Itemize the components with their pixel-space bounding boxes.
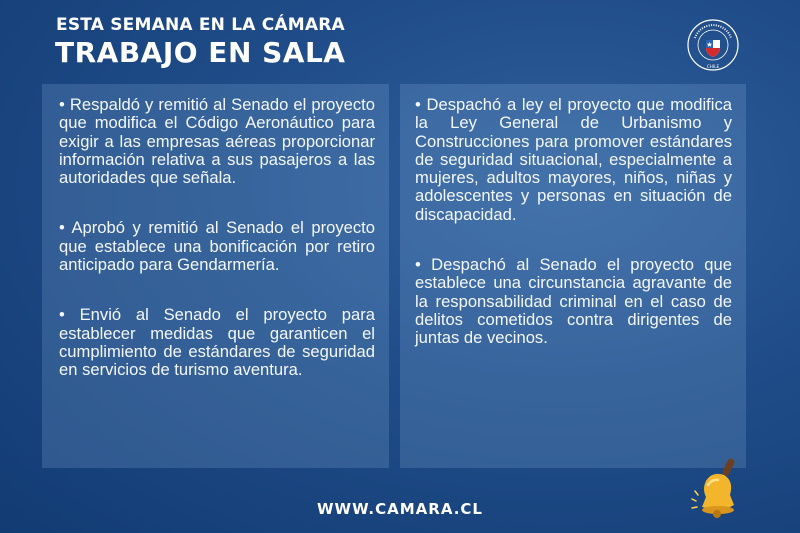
website-url[interactable]: WWW.CAMARA.CL (317, 500, 483, 518)
page-title: TRABAJO EN SALA (55, 36, 346, 69)
list-item: • Despachó al Senado el proyecto que establece una circunstancia agravante de la responsabilidad criminal en el caso de delitos cometidos contra dirigentes de juntas de vecinos. (415, 255, 732, 348)
list-item: • Despachó a ley el proyecto que modifica la Ley General de Urbanismo y Construcciones para promover estándares de seguridad situacional, especialmente a mujeres, adultos mayores, niños, niñas y adolescentes y personas en situación de discapacidad. (415, 95, 732, 224)
bell-icon (690, 455, 746, 521)
list-item: • Envió al Senado el proyecto para establecer medidas que garanticen el cumplimiento de estándares de seguridad en servicios de turismo aventura. (59, 305, 375, 380)
header-eyebrow: ESTA SEMANA EN LA CÁMARA (56, 15, 345, 35)
list-item: • Respaldó y remitió al Senado el proyecto que modifica el Código Aeronáutico para exigir a las empresas aéreas proporcionar información relativa a sus pasajeros a las autoridades que señala. (59, 95, 375, 188)
camara-seal-icon (686, 18, 740, 72)
right-panel (400, 84, 746, 468)
svg-text:CHILE: CHILE (706, 64, 720, 69)
left-panel (42, 84, 389, 468)
list-item: • Aprobó y remitió al Senado el proyecto que establece una bonificación por retiro anticipado para Gendarmería. (59, 218, 375, 275)
